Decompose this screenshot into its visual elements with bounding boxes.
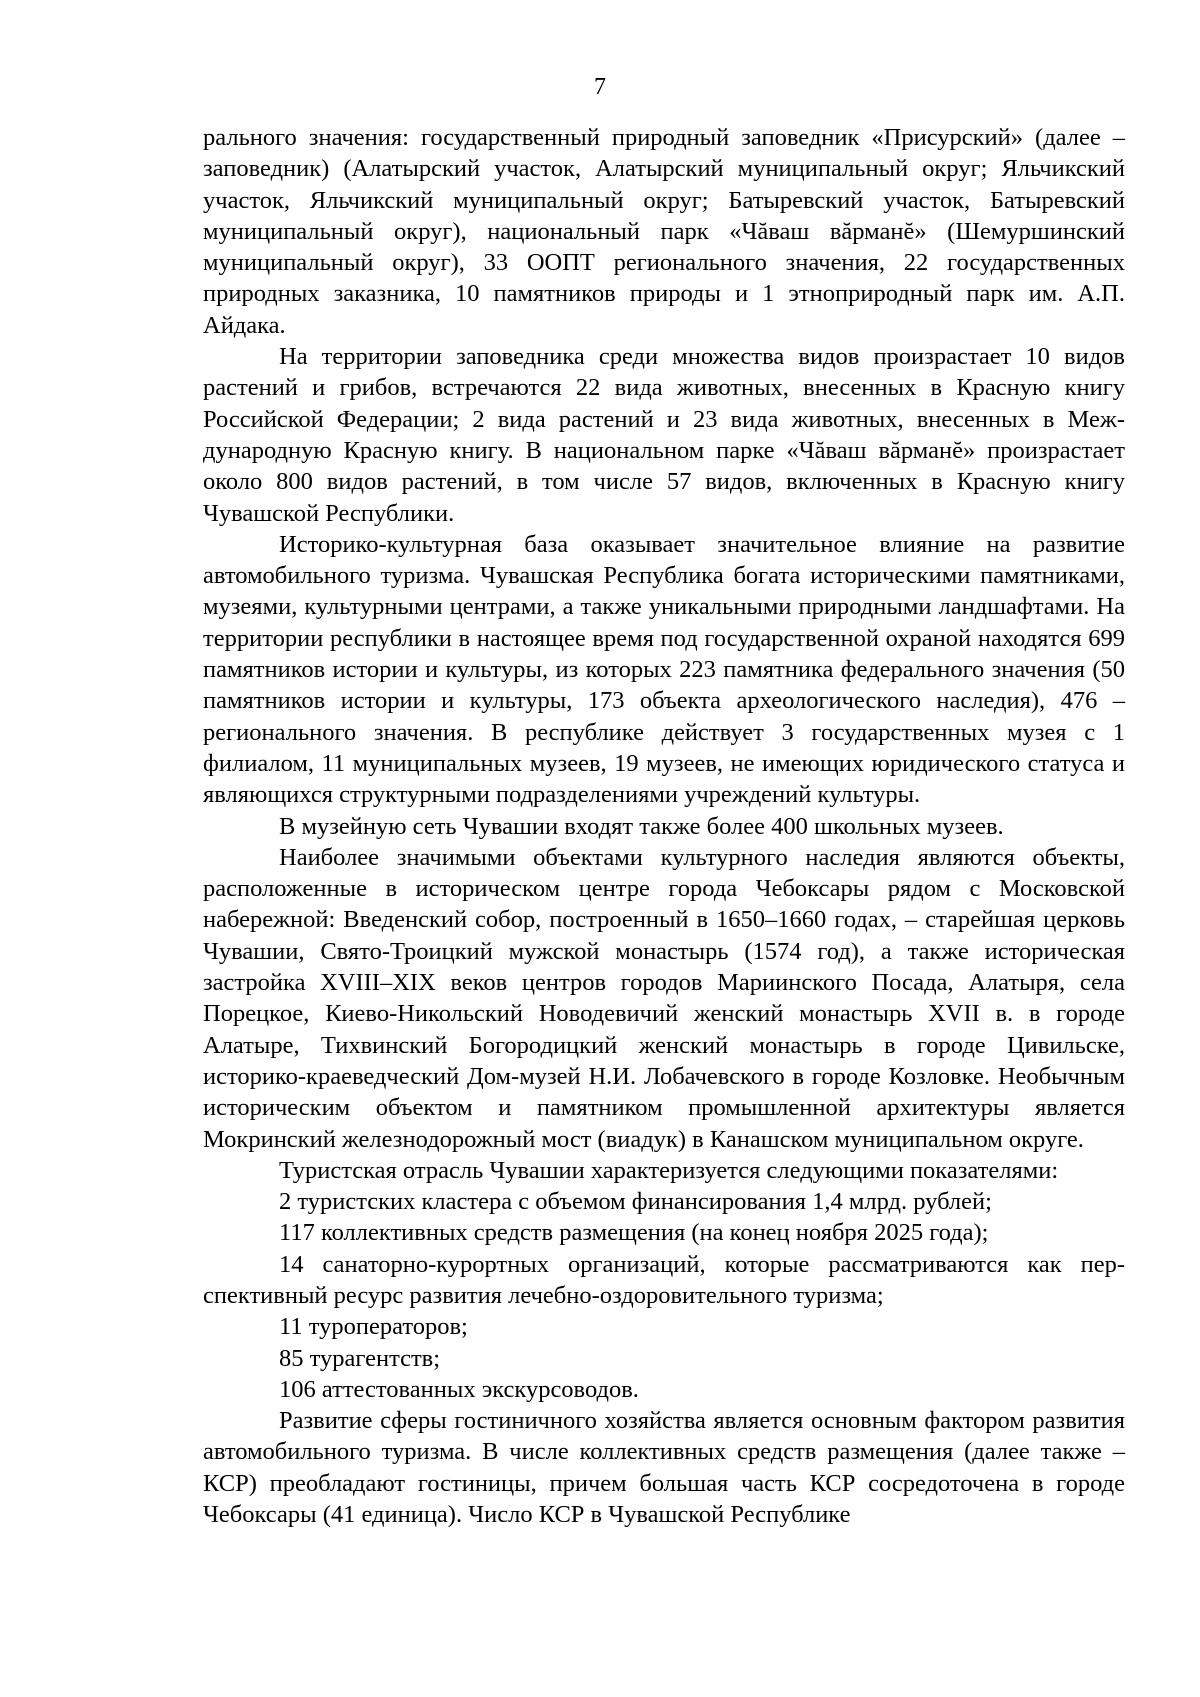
paragraph-reserve-species: На территории заповедника среди множества видов произрастает 10 видов растений и грибов, встречаются 22 вида животных, внесенных в Красную книгу Российской Федерации; 2 вида растений и 23 вида животных, внесенных в Международную Красную книгу. В национальном парке «Чăваш вăрманĕ» произрастает около 800 видов растений, в том числе 57 видов, включенных в Красную книгу Чувашской Республики. <box>203 343 1125 527</box>
list-item-tourist-clusters: 2 туристских кластера с объемом финансирования 1,4 млрд. рублей; <box>279 1188 992 1216</box>
list-item-tour-operators: 11 туроператоров; <box>279 1313 468 1341</box>
paragraph-tourism-indicators-intro: Туристская отрасль Чувашии характеризуется следующими показателями: <box>279 1156 1059 1184</box>
document-body <box>203 122 1125 1530</box>
paragraph-school-museums: В музейную сеть Чувашии входят также более 400 школьных музеев. <box>279 812 1004 840</box>
paragraph-hotel-industry: Развитие сферы гостиничного хозяйства является основным фактором развития автомобильного туризма. В числе коллективных средств размещения (далее также – КСР) преобладают гостиницы, причем большая часть КСР сосредоточена в городе Чебоксары (41 единица). Число КСР в Чувашской Республике <box>203 1407 1125 1529</box>
list-item-sanatorium-organizations: 14 санаторно-курортных организаций, которые рассматриваются как перспективный ресурс развития лечебно-оздоровительного туризма; <box>203 1250 1125 1309</box>
list-item-accommodation-facilities: 117 коллективных средств размещения (на конец ноября 2025 года); <box>279 1219 989 1247</box>
page-number: 7 <box>594 74 606 100</box>
paragraph-protected-areas: рального значения: государственный природный заповедник «Присурский» (далее – заповедник) (Алатырский участок, Алатырский муниципальный округ; Яльчикский участок, Яльчикский муниципальный округ; Батыревский участок, Батыревский муниципальный округ), национальный парк «Чăваш вăрманĕ» (Шемуршинский муниципальный округ), 33 ООПТ регионального значения, 22 государственных природных заказника, 10 памятников природы и 1 этноприродный парк им. А.П. Айдака. <box>203 124 1125 339</box>
paragraph-heritage-objects: Наиболее значимыми объектами культурного наследия являются объекты, расположенные в историческом центре города Чебоксары рядом с Московской набережной: Введенский собор, построенный в 1650–1660 годах, – старейшая церковь Чувашии, Свято-Троицкий мужской монастырь (1574 год), а также историческая застройка XVIII–XIX веков центров городов Мариинского Посада, Алатыря, села Порецкое, Киево-Никольский Новодевичий женский монастырь XVII в. в городе Алатыре, Тихвинский Богородицкий женский монастырь в городе Цивильске, историко-краеведческий Дом-музей Н.И. Лобачевского в городе Козловке. Необычным историческим объектом и памятником промышленной архитектуры является Мокринский железнодорожный мост (виадук) в Канашском муниципальном округе. <box>203 843 1125 1153</box>
list-item-travel-agencies: 85 турагентств; <box>279 1344 441 1372</box>
paragraph-historical-cultural-base: Историко-культурная база оказывает значительное влияние на развитие автомобильного туризма. Чувашская Республика богата историческими памятниками, музеями, культурными центрами, а также уникальными природными ландшафтами. На территории республики в настоящее время под государственной охраной находятся 699 памятников истории и культуры, из которых 223 памятника федерального значения (50 памятников истории и культуры, 173 объекта археологического наследия), 476 – регионального значения. В республике действует 3 государственных музея с 1 филиалом, 11 муниципальных музеев, 19 музеев, не имеющих юридического статуса и являющихся структурными подразделениями учреждений культуры. <box>203 530 1125 809</box>
list-item-tour-guides: 106 аттестованных экскурсоводов. <box>279 1375 639 1403</box>
